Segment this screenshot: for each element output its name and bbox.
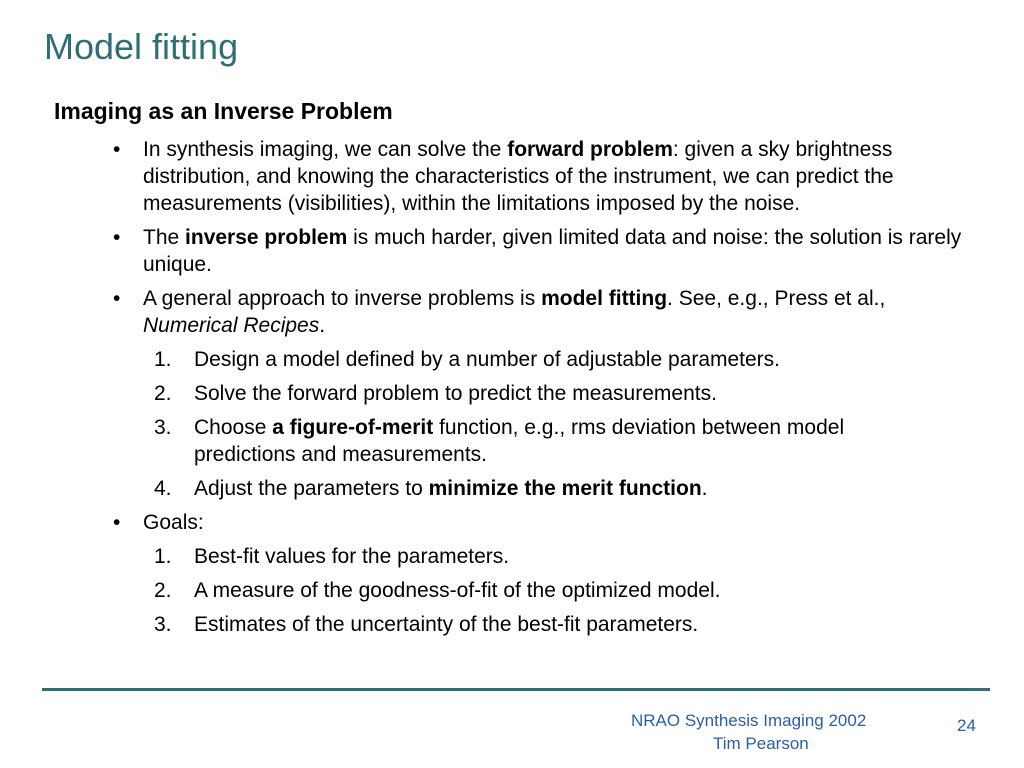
text: Choose (194, 416, 273, 439)
text: is much harder, given limited data and noise: the solution is rarely unique. (143, 226, 962, 276)
page-number: 24 (957, 716, 976, 735)
text: Estimates of the uncertainty of the best-fit parameters. (194, 613, 699, 636)
slide-body (0, 136, 1024, 645)
bullet-marker: • (113, 511, 121, 534)
text: function, e.g., rms deviation between model predictions and measurements. (194, 416, 845, 466)
section-heading: Imaging as an Inverse Problem (54, 98, 393, 124)
step-item (0, 380, 1024, 407)
emphasis: a figure-of-merit (272, 416, 434, 439)
step-number: 1. (154, 545, 172, 568)
bullet-goals (0, 509, 1024, 536)
footer-divider (42, 688, 990, 691)
footer-source-title: NRAO Synthesis Imaging 2002 (631, 711, 867, 730)
text: Solve the forward problem to predict the measurements. (194, 382, 717, 405)
emphasis: inverse problem (185, 226, 348, 249)
text: . (701, 477, 708, 500)
bullet-model-fitting (0, 285, 1024, 339)
bullet-inverse-problem (0, 224, 1024, 278)
emphasis: forward problem (507, 138, 673, 161)
goal-item (0, 577, 1024, 604)
emphasis: minimize the merit function (428, 477, 702, 500)
step-number: 3. (154, 613, 172, 636)
emphasis: model fitting (541, 287, 668, 310)
goal-item (0, 611, 1024, 638)
bullet-forward-problem (0, 136, 1024, 217)
step-item (0, 475, 1024, 502)
step-number: 4. (154, 477, 172, 500)
slide-title: Model fitting (44, 26, 239, 67)
footer-author: Tim Pearson (713, 734, 809, 753)
text: The (143, 226, 186, 249)
citation: Numerical Recipes (143, 314, 320, 337)
bullet-marker: • (113, 138, 121, 161)
text: A measure of the goodness-of-fit of the optimized model. (194, 579, 721, 602)
goal-item (0, 543, 1024, 570)
text: Design a model defined by a number of adjustable parameters. (194, 348, 781, 371)
step-item (0, 414, 1024, 468)
text: . (319, 314, 326, 337)
text: : given a sky brightness distribution, and knowing the characteristics of the instrument, we can predict the measurements (visibilities), within the limitations imposed by the noise. (143, 138, 894, 215)
step-number: 2. (154, 579, 172, 602)
text: Adjust the parameters to (194, 477, 429, 500)
step-number: 1. (154, 348, 172, 371)
text: . See, e.g., Press et al., (667, 287, 886, 310)
text: In synthesis imaging, we can solve the (143, 138, 508, 161)
bullet-marker: • (113, 287, 121, 310)
step-number: 2. (154, 382, 172, 405)
bullet-marker: • (113, 226, 121, 249)
step-item (0, 346, 1024, 373)
text: A general approach to inverse problems is (143, 287, 542, 310)
text: Goals: (143, 511, 204, 534)
step-number: 3. (154, 416, 172, 439)
text: Best-fit values for the parameters. (194, 545, 510, 568)
